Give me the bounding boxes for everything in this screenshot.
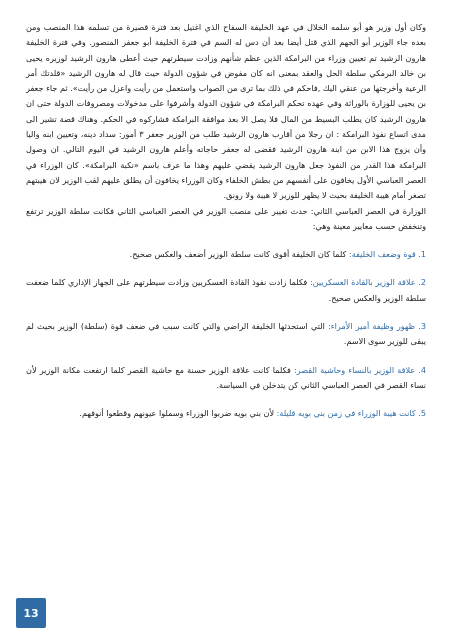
criterion-label: 2. علاقة الوزير بالقادة العسكريين: bbox=[309, 277, 426, 288]
criterion-text: فكلما زادت نفوذ القادة العسكريين وزادت سيطرتهم على الجهاز الإداري كلما ضعفت سلطة الوزير والعكس صحيح. bbox=[26, 277, 426, 303]
criterion-item bbox=[26, 319, 426, 350]
criterion-label: 1. قوة وضعف الخليفة: bbox=[348, 249, 426, 260]
page-number-badge: 13 bbox=[16, 598, 46, 628]
criterion-label: 5. كانت هيبة الوزراء في زمن بني بويه قليلة: bbox=[276, 408, 426, 419]
paragraph-historical-viziers: وكان أول وزير هو أبو سلمه الخلال في عهد الخليفة السفاح الذي اغتيل بعد فترة قصيرة من تسلمه هذا المنصب ومن بعده جاء الوزير أبو الجهم الذي قتل أيضا بعد أن دس له السم في فترة الخليفة أبو جعفر المنصور. وفي فترة الخليفة هارون الرشيد تم تعيين وزراء من البرامكة الذين عظم شأنهم وزادت سيطرتهم حيث أعطى هارون الرشيد لوزيره يحيى بن خالد البرمكي سلطة الحل والعقد بمعنى انه كان مفوض في شؤون الدولة حيث قال له هارون الرشيد «قلدتك أمر الرعية وأخرجتها من عنقي اليك ,فاحكم في ذلك بما ترى من الصواب واستعمل من رأيت واعزل من رأيت». ثم جاء جعفر بن يحيى للوزارة بالوراثة وفي عهده تحكم البرامكة في شؤون الدولة وأشرفوا على مدخولات ومصروفات الدولة حتى ان هارون الرشيد كان يطلب البسيط من المال فلا يصل الا بعد موافقة البرامكة فشاركوه في الحكم. وهناك قصة تشير الى مدى اتساع نفوذ البرامكة : ان رجلا من أقارب هارون الرشيد طلب من الوزير جعفر ٣ أمور: سداد دينه، وتعيين ابنه واليا وأن يزوج هذا الابن من ابنة هارون الرشيد فقضى له جعفر حاجاته وأعلم هارون الرشيد في اليوم التالي. ان وصول البرامكة هذا القدر من النفوذ جعل هارون الرشيد يقضي عليهم وهذا ما عرف باسم «نكبة البرامكة». كان الوزراء في العصر العباسي الأول يخافون على أنفسهم من بطش الخلفاء وكان الوزراء يخافون أن يطلق عليهم لقب الوزير لان هيبتهم تصغر أمام هيبة الخليفة بحيث لا يظهر للوزير لا هيبة ولا رونق. bbox=[26, 22, 426, 201]
criterion-text: كلما كان الخليفة أقوى كانت سلطة الوزير أضعف والعكس صحيح. bbox=[129, 249, 349, 260]
body-text bbox=[26, 20, 426, 422]
criterion-label: 4. علاقة الوزير بالنساء وحاشية القصر: bbox=[294, 364, 426, 375]
criterion-item bbox=[26, 247, 426, 262]
criterion-text: لأن بني بويه ضربوا الوزراء وسملوا عيونهم وقطعوا أنوفهم. bbox=[79, 408, 277, 419]
criterion-item bbox=[26, 275, 426, 306]
criterion-item bbox=[26, 363, 426, 394]
criterion-item bbox=[26, 406, 426, 421]
criterion-label: 3. ظهور وظيفة أمير الأمراء: bbox=[328, 321, 426, 332]
criterion-text: فكلما كانت علاقة الوزير حسنة مع حاشية القصر كلما ارتفعت مكانة الوزير لأن نساء القصر في العصر العباسي الثاني كن يتدخلن في السياسة. bbox=[26, 364, 426, 390]
paragraph-second-era-intro: الوزارة في العصر العباسي الثاني: حدث تغيير على منصب الوزير في العصر العباسي الثاني فكانت سلطة الوزير ترتفع وتنخفض حسب معايير معينة وهي: bbox=[26, 205, 426, 231]
criterion-text: التي استحدثها الخليفة الراضي والتي كانت سبب في ضعف قوة (سلطة) الوزير بحيث لم يبقى للوزير سوى الاسم. bbox=[26, 321, 426, 347]
